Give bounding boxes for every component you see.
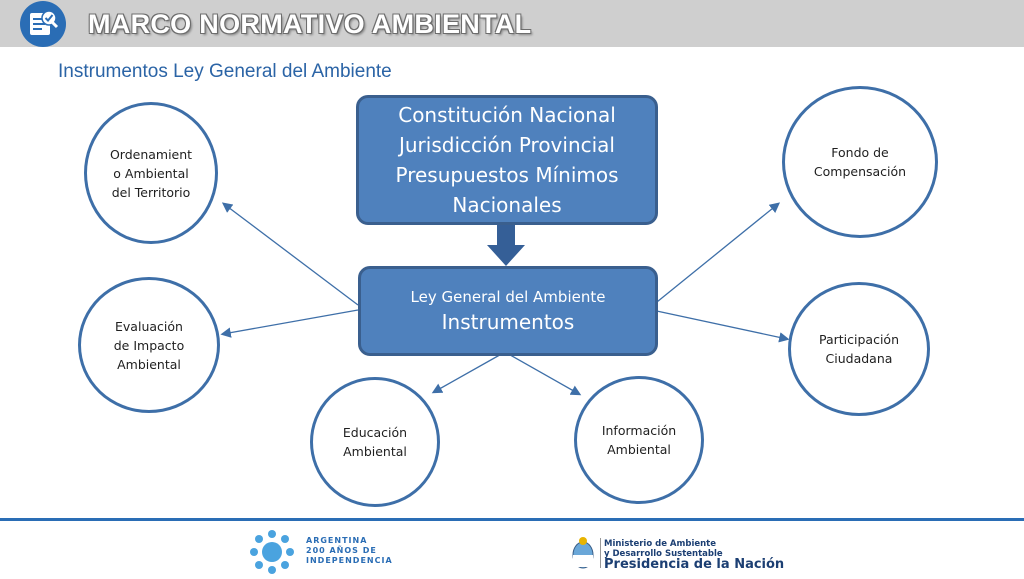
main-box-line: Constitución Nacional — [398, 103, 616, 127]
circle-fondo — [782, 86, 938, 238]
ley-general-box — [358, 266, 658, 356]
main-box-line: Jurisdicción Provincial — [398, 133, 615, 157]
circle-text: Evaluación — [115, 318, 183, 334]
main-box-line: Nacionales — [452, 193, 562, 217]
arrow-to-fondo — [652, 204, 778, 306]
ministry-text: Ministerio de Ambiente y Desarrollo Sustentable — [604, 539, 723, 559]
circle-text: Participación — [818, 332, 899, 347]
subtitle: Instrumentos Ley General del Ambiente — [58, 61, 392, 82]
arrow-to-evaluacion — [223, 310, 358, 334]
circle-text: Ordenamient — [109, 146, 193, 162]
arrow-to-educacion — [434, 352, 505, 392]
circle-text: Fondo de — [831, 145, 889, 160]
constitucion-box — [356, 95, 658, 225]
ley-box-subtitle: Instrumentos — [441, 310, 575, 334]
circle-text: del Territorio — [111, 184, 191, 200]
arrow-to-ordenamiento — [224, 204, 358, 305]
circle-text: Ambiental — [343, 444, 407, 459]
main-box-line: Presupuestos Mínimos — [395, 163, 619, 187]
argentina-200-text: ARGENTINA 200 AÑOS DE INDEPENDENCIA — [306, 536, 393, 565]
circle-informacion — [574, 376, 704, 504]
circle-text: Compensación — [813, 164, 907, 179]
ley-box-title: Ley General del Ambiente — [410, 288, 606, 306]
coat-of-arms-icon — [570, 534, 596, 572]
arrow-to-informacion — [505, 352, 579, 394]
circle-text: Educación — [342, 425, 408, 440]
arrow-to-participacion — [652, 310, 787, 339]
page-title: MARCO NORMATIVO AMBIENTAL — [88, 9, 532, 39]
presidency-text: Presidencia de la Nación — [604, 557, 785, 572]
circle-text: Ciudadana — [825, 351, 893, 366]
footer — [0, 518, 1024, 579]
circle-text: de Impacto — [113, 337, 185, 353]
bicentenario-logo-icon — [248, 528, 296, 576]
footer-divider — [600, 538, 601, 568]
circle-text: Ambiental — [117, 356, 181, 372]
circle-text: o Ambiental — [113, 165, 189, 181]
circle-text: Ambiental — [607, 442, 671, 457]
circle-educacion — [310, 377, 440, 507]
circle-participacion — [788, 282, 930, 416]
down-arrow-icon — [487, 225, 525, 266]
circle-text: Información — [601, 423, 677, 438]
circle-evaluacion — [78, 277, 220, 413]
circle-ordenamiento — [84, 102, 218, 244]
